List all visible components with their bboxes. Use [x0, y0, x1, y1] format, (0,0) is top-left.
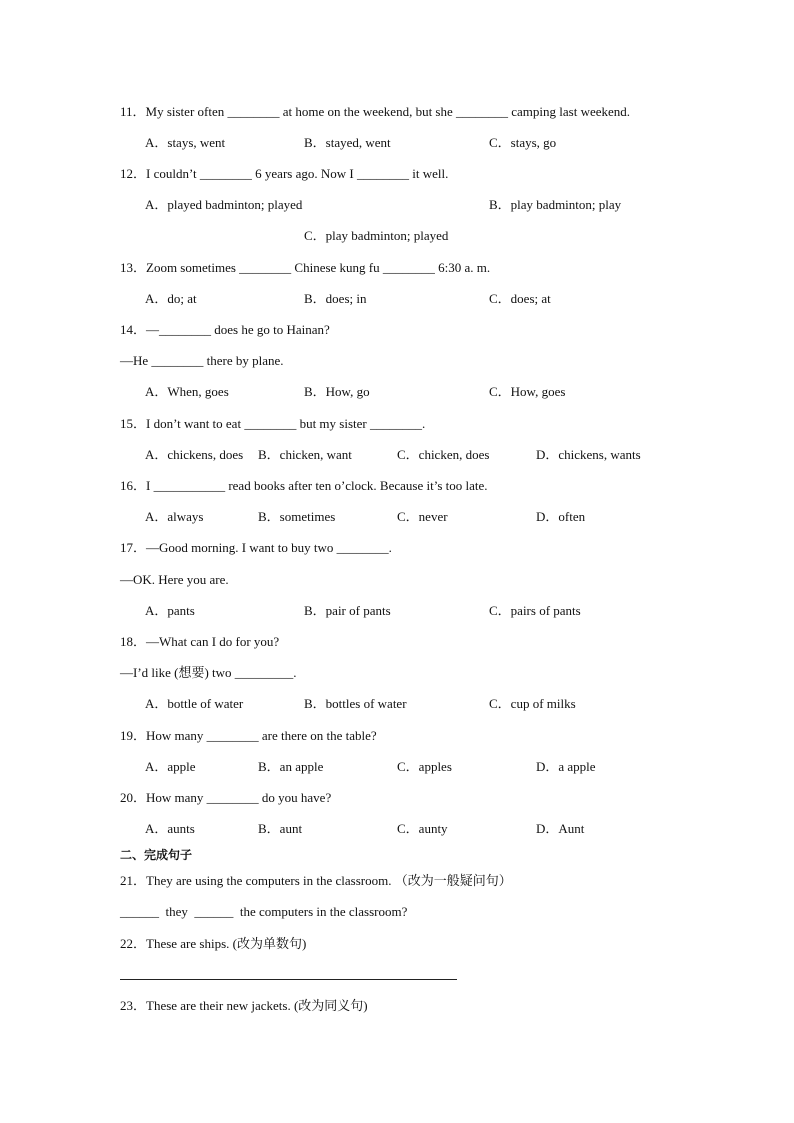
question-22-answer-line[interactable]: [120, 979, 457, 980]
question-19-stem: 19．How many ________ are there on the table?: [120, 728, 377, 743]
question-13-stem: 13．Zoom sometimes ________ Chinese kung fu ________ 6:30 a. m.: [120, 260, 491, 275]
question-11-option-c[interactable]: C．stays, go: [489, 135, 557, 150]
question-20-option-a[interactable]: A．aunts: [145, 821, 195, 836]
question-14-stem: 14．—________ does he go to Hainan?: [120, 322, 330, 337]
question-15-option-a[interactable]: A．chickens, does: [145, 447, 244, 462]
question-16-stem: 16．I ___________ read books after ten o’clock. Because it’s too late.: [120, 478, 488, 493]
question-17-reply: —OK. Here you are.: [120, 572, 229, 587]
question-18-reply: —I’d like (想要) two _________.: [120, 665, 297, 680]
question-14-option-a[interactable]: A．When, goes: [145, 384, 229, 399]
question-12-option-a[interactable]: A．played badminton; played: [145, 197, 303, 212]
question-16-option-a[interactable]: A．always: [145, 509, 204, 524]
question-12-option-c[interactable]: C．play badminton; played: [304, 228, 449, 243]
question-17-option-c[interactable]: C．pairs of pants: [489, 603, 581, 618]
question-20-option-d[interactable]: D．Aunt: [536, 821, 585, 836]
question-18-option-a[interactable]: A．bottle of water: [145, 696, 244, 711]
question-23-stem: 23．These are their new jackets. (改为同义句): [120, 998, 368, 1013]
question-21-stem: 21．They are using the computers in the classroom. （改为一般疑问句）: [120, 873, 512, 888]
question-11-stem: 11．My sister often ________ at home on the weekend, but she ________ camping last weekend.: [120, 104, 631, 119]
question-11-option-b[interactable]: B．stayed, went: [304, 135, 391, 150]
question-13-option-c[interactable]: C．does; at: [489, 291, 551, 306]
question-14-option-c[interactable]: C．How, goes: [489, 384, 566, 399]
question-20-stem: 20．How many ________ do you have?: [120, 790, 332, 805]
question-20-option-b[interactable]: B．aunt: [258, 821, 303, 836]
question-12-stem: 12．I couldn’t ________ 6 years ago. Now I ________ it well.: [120, 166, 449, 181]
question-16-option-d[interactable]: D．often: [536, 509, 586, 524]
question-14-reply: —He ________ there by plane.: [120, 353, 284, 368]
question-19-option-c[interactable]: C．apples: [397, 759, 452, 774]
question-12-option-b[interactable]: B．play badminton; play: [489, 197, 622, 212]
question-11-option-a[interactable]: A．stays, went: [145, 135, 226, 150]
question-18-option-c[interactable]: C．cup of milks: [489, 696, 576, 711]
question-22-stem: 22．These are ships. (改为单数句): [120, 936, 307, 951]
question-13-option-b[interactable]: B．does; in: [304, 291, 367, 306]
question-15-option-d[interactable]: D．chickens, wants: [536, 447, 641, 462]
question-17-stem: 17．—Good morning. I want to buy two ________.: [120, 540, 392, 555]
question-19-option-b[interactable]: B．an apple: [258, 759, 324, 774]
question-19-option-d[interactable]: D．a apple: [536, 759, 596, 774]
question-20-option-c[interactable]: C．aunty: [397, 821, 448, 836]
question-16-option-b[interactable]: B．sometimes: [258, 509, 336, 524]
question-15-stem: 15．I don’t want to eat ________ but my sister ________.: [120, 416, 426, 431]
question-19-option-a[interactable]: A．apple: [145, 759, 196, 774]
question-17-option-b[interactable]: B．pair of pants: [304, 603, 391, 618]
section-2-title: 二、完成句子: [120, 848, 193, 862]
question-16-option-c[interactable]: C．never: [397, 509, 448, 524]
question-13-option-a[interactable]: A．do; at: [145, 291, 197, 306]
question-21-answer-template[interactable]: ______ they ______ the computers in the classroom?: [120, 904, 408, 919]
question-15-option-b[interactable]: B．chicken, want: [258, 447, 352, 462]
question-15-option-c[interactable]: C．chicken, does: [397, 447, 490, 462]
question-18-stem: 18．—What can I do for you?: [120, 634, 280, 649]
question-17-option-a[interactable]: A．pants: [145, 603, 195, 618]
question-14-option-b[interactable]: B．How, go: [304, 384, 370, 399]
question-18-option-b[interactable]: B．bottles of water: [304, 696, 407, 711]
